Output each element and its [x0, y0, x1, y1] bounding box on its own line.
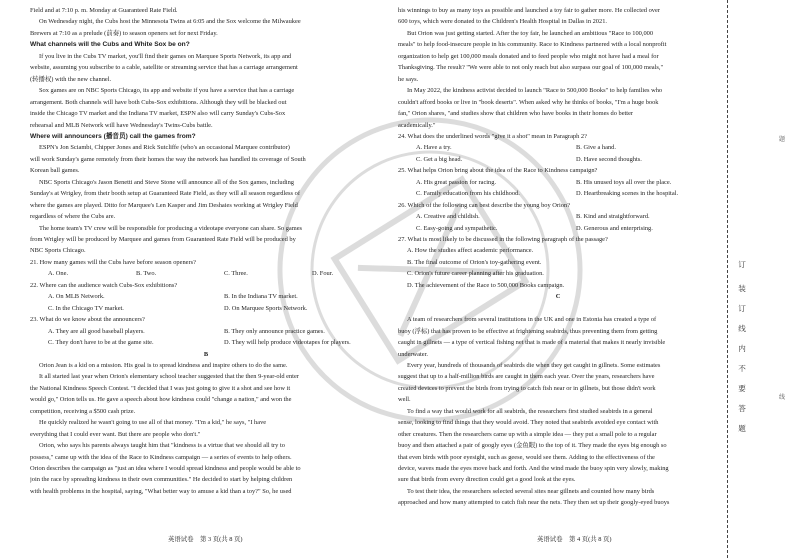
binding-char: 订	[738, 304, 746, 313]
text-line: It all started last year when Orion's elementary school teacher suggested that the then 9-year-old enter	[39, 373, 299, 381]
text-line: The home team's TV crew will be responsible for producing a videotape everyone can share. So games	[39, 224, 303, 232]
text-line: Sunday's at Wrigley, from their booth setup at Guaranteed Rate Field, as they will all season regardless of	[30, 190, 300, 198]
text-line: sense, looking to find things that they would avoid. They noted that seabirds avoided eye contact with	[398, 419, 659, 427]
text-line	[30, 304, 382, 314]
answer-option: A. One.	[48, 270, 69, 278]
text-line: A. How the studies affect academic performance.	[407, 247, 534, 255]
text-line: On Wednesday night, the Cubs host the Minnesota Twins at 6:05 and the Sox welcome the Milwaukee	[39, 18, 301, 26]
text-line: regardless of where the Cubs are.	[30, 213, 116, 221]
text-line: Sox games are on NBC Sports Chicago, its app and website if you have a service that has a carriage	[39, 87, 295, 95]
answer-option: A. Creative and childish.	[416, 213, 480, 221]
text-line	[398, 224, 718, 234]
answer-option: D. Generous and enterprising.	[576, 224, 653, 232]
text-line: Thanksgiving. The result? "We were able to not only reach but also surpass our goal of 100,000 meals,"	[398, 64, 664, 72]
text-line: 25. What helps Orion bring about the idea of the Race to Kindness campaign?	[398, 167, 598, 175]
text-line: well.	[398, 396, 411, 404]
text-line	[398, 155, 718, 165]
text-line	[30, 269, 382, 279]
answer-option: D. They will help produce videotapes for players.	[224, 339, 351, 347]
text-line: the National Kindness Speech Contest. "I decided that I was just going to give it a shot and see how it	[30, 384, 291, 392]
text-line: everything that I could ever want. But there are people who don't."	[30, 430, 201, 438]
text-line: C. Orion's future career planning after his graduation.	[407, 270, 544, 278]
text-line: B	[203, 350, 209, 358]
text-line: ESPN's Jon Sciambi, Chipper Jones and Rick Sutcliffe (who's an occasional Marquee contributor)	[39, 144, 290, 152]
answer-option: C. They don't have to be at the game site.	[48, 339, 154, 347]
binding-char: 线	[738, 324, 746, 333]
text-line: To test their idea, the researchers selected several sites near gillnets and counted how many birds	[407, 487, 655, 495]
text-line: B. The final outcome of Orion's toy-gathering event.	[407, 258, 542, 266]
text-line: To find a way that would work for all seabirds, the researchers first studied seabirds in a general	[407, 407, 653, 415]
text-line: Field and at 7:10 p. m. Monday at Guaranteed Rate Field.	[30, 7, 178, 14]
answer-option: D. Heartbreaking scenes in the hospital.	[576, 190, 679, 198]
text-line: suggest that up to a half-million birds are caught in them each year. Over the years, researchers have	[398, 373, 655, 381]
text-line: Korean ball games.	[30, 167, 80, 175]
answer-option: A. They are all good baseball players.	[48, 327, 145, 335]
binding-char: 内	[738, 344, 746, 353]
text-line: other creatures. Then the researchers came up with a simple idea — they put a small pole to a regular	[398, 430, 657, 438]
text-line: 23. What do we know about the announcers?	[30, 316, 145, 324]
answer-option: D. Have second thoughts.	[576, 155, 642, 163]
binding-char: 订	[738, 260, 746, 269]
text-line: If you live in the Cubs TV market, you'll find their games on Marquee Sports Network, its app and	[39, 52, 292, 60]
text-line: his winnings to buy as many toys as possible and launched a toy fair to gather more. He collected over	[398, 7, 660, 14]
text-line: 24. What does the underlined words "give it a shot" mean in Paragraph 2?	[398, 132, 587, 140]
binding-char: 题	[738, 424, 746, 433]
text-line: (转播权) with the new channel.	[30, 75, 112, 83]
text-line: buoy and then attached a pair of googly eyes (金鱼眼) to the top of it. They made the eyes big enough so	[398, 442, 667, 450]
text-line	[398, 189, 718, 199]
text-line: Where will announcers (播音员) call the games from?	[30, 132, 196, 140]
text-line	[30, 292, 382, 302]
answer-option: A. Have a try.	[416, 144, 452, 152]
text-line: D. The achievement of the Race to 500,000 Books campaign.	[407, 281, 565, 289]
binding-line	[727, 0, 729, 558]
text-line	[30, 327, 382, 337]
text-line: website, assuming you subscribe to a cable, satellite or streaming service that has a carriage arrangement	[30, 64, 298, 72]
page-footer-right: 英语试卷 第 4 页(共 8 页)	[537, 536, 612, 543]
text-line: couldn't afford books or live in "book deserts". When asked why he thinks of books, "I'm a huge book	[398, 98, 659, 106]
answer-option: A. On MLB Network.	[48, 293, 105, 301]
answer-option: C. In the Chicago TV market.	[48, 304, 124, 312]
answer-option: B. Two.	[136, 270, 157, 278]
text-line: rehearsal and MLB Network will have Wednesday's Twins-Cubs battle.	[30, 121, 213, 129]
text-line: he says.	[398, 75, 419, 83]
text-line: competition, receiving a $500 cash prize.	[30, 407, 136, 415]
text-line: that even birds with poor eyesight, such as geese, would see them. Adding to the effectiveness of the	[398, 453, 655, 461]
text-line: academically."	[398, 121, 436, 129]
answer-option: C. Three.	[224, 270, 248, 278]
text-line: But Orion was just getting started. After the toy fair, he launched an ambitious "Race to 100,000	[407, 29, 654, 37]
binding-char: 要	[738, 384, 746, 393]
text-line: NBC Sports Chicago.	[30, 247, 86, 255]
text-line: 22. Where can the audience watch Cubs-Sox exhibitions?	[30, 281, 178, 289]
text-line: will work Sunday's game remotely from their homes the way the network has handled its coverage of South	[30, 155, 306, 163]
text-line: 21. How many games will the Cubs have before season openers?	[30, 258, 196, 266]
answer-option: B. His unused toys all over the place.	[576, 178, 672, 186]
text-line: fan," Orion shares, "and studies show that children who have books in their homes do better	[398, 110, 634, 118]
text-line: Brewers at 7:10 as a prelude (前奏) to season openers set for next Friday.	[30, 29, 218, 37]
text-line: What channels will the Cubs and White Sox be on?	[30, 41, 190, 49]
text-line: underwater.	[398, 350, 428, 358]
answer-option: B. Kind and straightforward.	[576, 213, 650, 221]
text-line: 27. What is most likely to be discussed in the following paragraph of the passage?	[398, 236, 608, 243]
text-line: Orion Jean is a kid on a mission. His goal is to spread kindness and inspire others to do the same.	[39, 361, 288, 369]
answer-option: D. Four.	[312, 270, 334, 278]
text-line: A team of researchers from several institutions in the UK and one in Estonia has created a type of	[407, 316, 657, 324]
answer-option: B. In the Indiana TV market.	[224, 293, 298, 301]
answer-option: C. Family education from his childhood.	[416, 190, 520, 198]
text-line: 26. Which of the following can best describe the young boy Orion?	[398, 201, 571, 209]
text-line: He quickly realized he wasn't going to use all of that money. "I'm a kid," he says, "I have	[39, 419, 267, 427]
text-line: possess," came up with the idea of the Race to Kindness campaign — a series of events to help others.	[30, 453, 292, 461]
text-line: join the race by spreading kindness in their own communities." He decided to start by helping children	[30, 476, 293, 484]
text-line: In May 2022, the kindness activist decided to launch "Race to 500,000 Books" to help families who	[407, 87, 663, 95]
text-line	[398, 178, 718, 188]
text-line: created devices to prevent the birds from trying to catch fish near or in gillnets, but those didn't work	[398, 384, 656, 392]
text-line	[398, 212, 718, 222]
text-line: 600 toys, which were donated to the Children's Health Hospital in Dallas in 2021.	[398, 18, 607, 26]
text-line: Every year, hundreds of thousands of seabirds die when they get caught in gillnets. Some estimates	[407, 361, 661, 369]
answer-option: B. They only announce practice games.	[224, 327, 325, 335]
answer-option: B. Give a hand.	[576, 144, 616, 152]
side-mark-top: 题	[779, 136, 786, 143]
text-line: NBC Sports Chicago's Jason Benetti and Steve Stone will announce all of the Sox games, including	[39, 178, 294, 186]
answer-option: C. Get a big head.	[416, 155, 463, 163]
text-line: where the games are played. Ditto for Marquee's Len Kasper and Jim Deshaies working at Wrigley Field	[30, 201, 298, 209]
text-line: device, waves made the eyes move back and forth. And the wind made the buoy spin very slowly, making	[398, 465, 669, 472]
text-line: with health problems in the hospital, saying, "What better way to amuse a kid than a toy?" So, he used	[30, 487, 292, 495]
answer-option: C. Easy-going and sympathetic.	[416, 224, 498, 232]
text-line: buoy (浮标) that has proven to be effective at frightening seabirds, thus preventing them from getting	[398, 327, 658, 335]
text-line: C	[555, 293, 561, 301]
text-line: meals" to help food-insecure people in his community. Race to Kindness partnered with a local nonprofit	[398, 41, 667, 49]
text-line: arrangement. Both channels will have both Cubs-Sox exhibitions. Although they will be blacked out	[30, 98, 287, 106]
answer-option: A. His great passion for racing.	[416, 178, 497, 186]
page-footer-left: 英语试卷 第 3 页(共 8 页)	[168, 536, 243, 543]
text-line: from Wrigley will be produced by Marquee and games from Guaranteed Rate Field will be produced by	[30, 236, 296, 243]
text-line: sure that birds from every direction could get a good look at the eyes.	[398, 476, 576, 484]
text-line: caught in gillnets — a type of vertical fishing net that is made of a material that makes it nearly invisible	[398, 339, 666, 347]
text-line	[398, 143, 718, 153]
text-line: inside the Chicago TV market and the Indiana TV market, ESPN also will carry Sunday's Cubs-Sox	[30, 110, 286, 118]
text-line: organization to help get 100,000 meals donated and to feed people who might not have had a meal for	[398, 52, 659, 60]
text-line	[398, 304, 718, 314]
side-mark-bottom: 线	[779, 394, 786, 401]
text-line	[30, 338, 382, 348]
binding-char: 装	[738, 284, 746, 293]
text-line: approached and how many attempted to catch fish near the nets. They then set up their googly-eyed buoys	[398, 499, 670, 507]
binding-char: 不	[738, 364, 746, 373]
answer-option: D. On Marquee Sports Network.	[224, 304, 308, 312]
text-line: would go," Orion tells us. He gave a speech about how kindness could "change a nation," and won the	[30, 396, 292, 404]
text-line: Orion describes the campaign as "just an idea where I would spread kindness and people would be able to	[30, 465, 301, 472]
text-line: Orion, who says his parents always taught him that "kindness is a virtue that we should all try to	[39, 442, 285, 450]
binding-char: 答	[738, 404, 746, 413]
